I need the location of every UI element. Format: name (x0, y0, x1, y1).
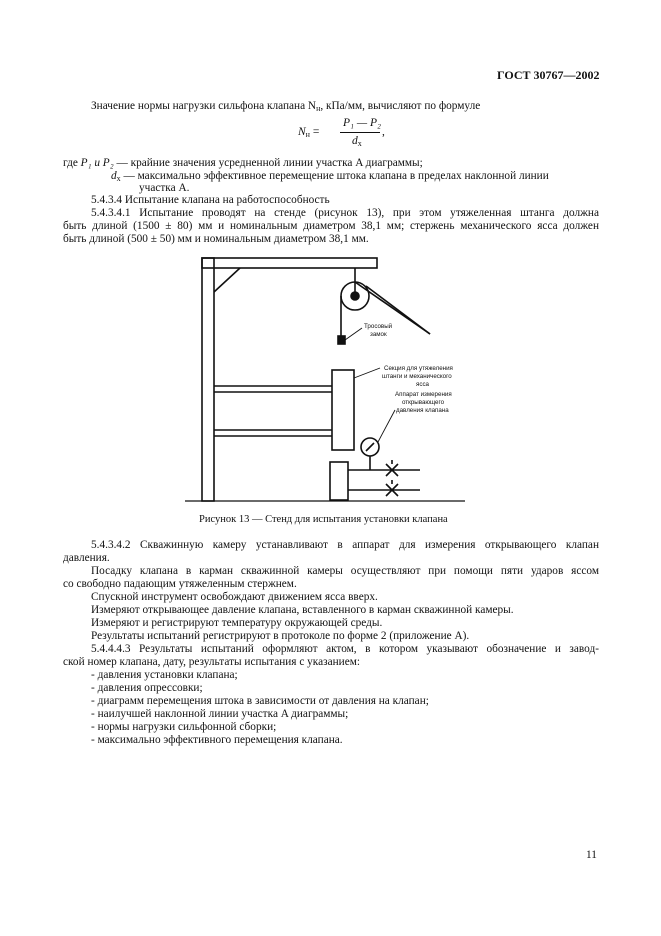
formula-equals: = (312, 126, 320, 138)
body-p7-line-1: 5.4.4.4.3 Результаты испытаний оформляют актом, в котором указывают обозначение и завод- (91, 643, 599, 655)
body-p4: Измеряют открывающее давление клапана, вставленного в карман скважинной камеры. (91, 604, 514, 616)
body-p2-line-2: со свободно падающим утяжеленным стержнем. (63, 578, 297, 590)
label-section-2: штанги и механического (382, 373, 452, 380)
pulley-axle (351, 292, 359, 300)
where-dx-text-1: — максимально эффективное перемещение штока клапана в пределах наклонной линии (123, 170, 549, 182)
list-item: - наилучшей наклонной линии участка A диаграммы; (91, 708, 349, 720)
list-item: - нормы нагрузки сильфонной сборки; (91, 721, 277, 733)
where-p1p2-symbols: P₁ и P₂ (80, 157, 114, 169)
where-dx-text-2: участка A. (139, 182, 190, 194)
leader-gauge (378, 410, 395, 442)
body-p2-line-1: Посадку клапана в карман скважинной камеры осуществляют при помощи пяти ударов яссом (91, 565, 599, 577)
section-54341-line-1: 5.4.3.4.1 Испытание проводят на стенде (рисунок 13), при этом утяжеленная штанга должна (91, 207, 599, 219)
list-item: - давления установки клапана; (91, 669, 238, 681)
formula-denominator (352, 135, 362, 148)
formula-lhs-sub: н (305, 130, 310, 139)
list-item: - диаграмм перемещения штока в зависимости от давления на клапан; (91, 695, 429, 707)
stand-top-beam (202, 258, 377, 268)
list-item: - давления опрессовки; (91, 682, 203, 694)
stand-brace (214, 268, 240, 292)
formula-numerator: P₁ — P₂ (343, 117, 382, 129)
formula-intro-sub: н (316, 104, 321, 113)
gauge-needle (366, 443, 374, 451)
standard-header: ГОСТ 30767—2002 (497, 68, 600, 82)
where-p1p2-text: — крайние значения усредненной линии участка A диаграммы; (116, 157, 423, 169)
weight-section (332, 370, 354, 450)
formula-fraction-bar (340, 132, 380, 133)
formula-intro (91, 100, 480, 115)
body-p6: Результаты испытаний регистрируют в протоколе по форме 2 (приложение А). (91, 630, 470, 642)
leader-cable-lock (345, 328, 362, 340)
label-gauge-1: Аппарат измерения (395, 391, 452, 398)
where-dx-sub: x (116, 174, 121, 183)
section-5434-title: 5.4.3.4 Испытание клапана на работоспособность (91, 194, 330, 206)
cable-lock (338, 336, 345, 344)
label-gauge-3: давления клапана (396, 407, 449, 414)
formula-intro-rest: , кПа/мм, вычисляют по формуле (320, 100, 481, 112)
where-prefix: где (63, 157, 78, 169)
where-p1p2 (63, 157, 423, 170)
stand-diagram (180, 250, 480, 508)
formula-tail: , (382, 126, 385, 138)
page-number: 11 (586, 849, 597, 861)
body-p1-line-1: 5.4.3.4.2 Скважинную камеру устанавливают в аппарат для измерения открывающего клапан (91, 539, 599, 551)
formula-lhs: N (298, 126, 306, 138)
figure-13 (180, 250, 480, 513)
stand-post (202, 258, 214, 501)
body-p7-line-2: ской номер клапана, дату, результаты испытания с указанием: (63, 656, 361, 668)
formula-den-letter: d (352, 135, 358, 147)
section-54341-line-3: быть длиной (500 ± 50) мм и номинальным диаметром 38,1 мм. (63, 233, 369, 245)
body-p5: Измеряют и регистрируют температуру окружающей среды. (91, 617, 383, 629)
formula-intro-text: Значение нормы нагрузки сильфона клапана N (91, 100, 317, 112)
list-item: - максимально эффективного перемещения клапана. (91, 734, 343, 746)
label-cable-1: Тросовый (364, 323, 393, 330)
leader-section (354, 368, 380, 378)
well-chamber (330, 462, 348, 500)
body-p1-line-2: давления. (63, 552, 110, 564)
label-section-1: Секция для утяжеления (384, 365, 453, 372)
section-54341-line-2: быть длиной (1500 ± 80) мм и номинальным диаметром 38,1 мм; стержень механического ясса должен (63, 220, 599, 232)
formula (298, 126, 319, 139)
label-gauge-2: открывающего (402, 399, 445, 406)
figure-caption: Рисунок 13 — Стенд для испытания установки клапана (199, 514, 448, 525)
formula-den-sub: x (357, 139, 362, 148)
label-cable-2: замок (370, 331, 387, 338)
body-p3: Спускной инструмент освобождают движением ясса вверх. (91, 591, 378, 603)
label-section-3: ясса (416, 381, 429, 388)
where-dx-symbol: d (111, 170, 117, 182)
